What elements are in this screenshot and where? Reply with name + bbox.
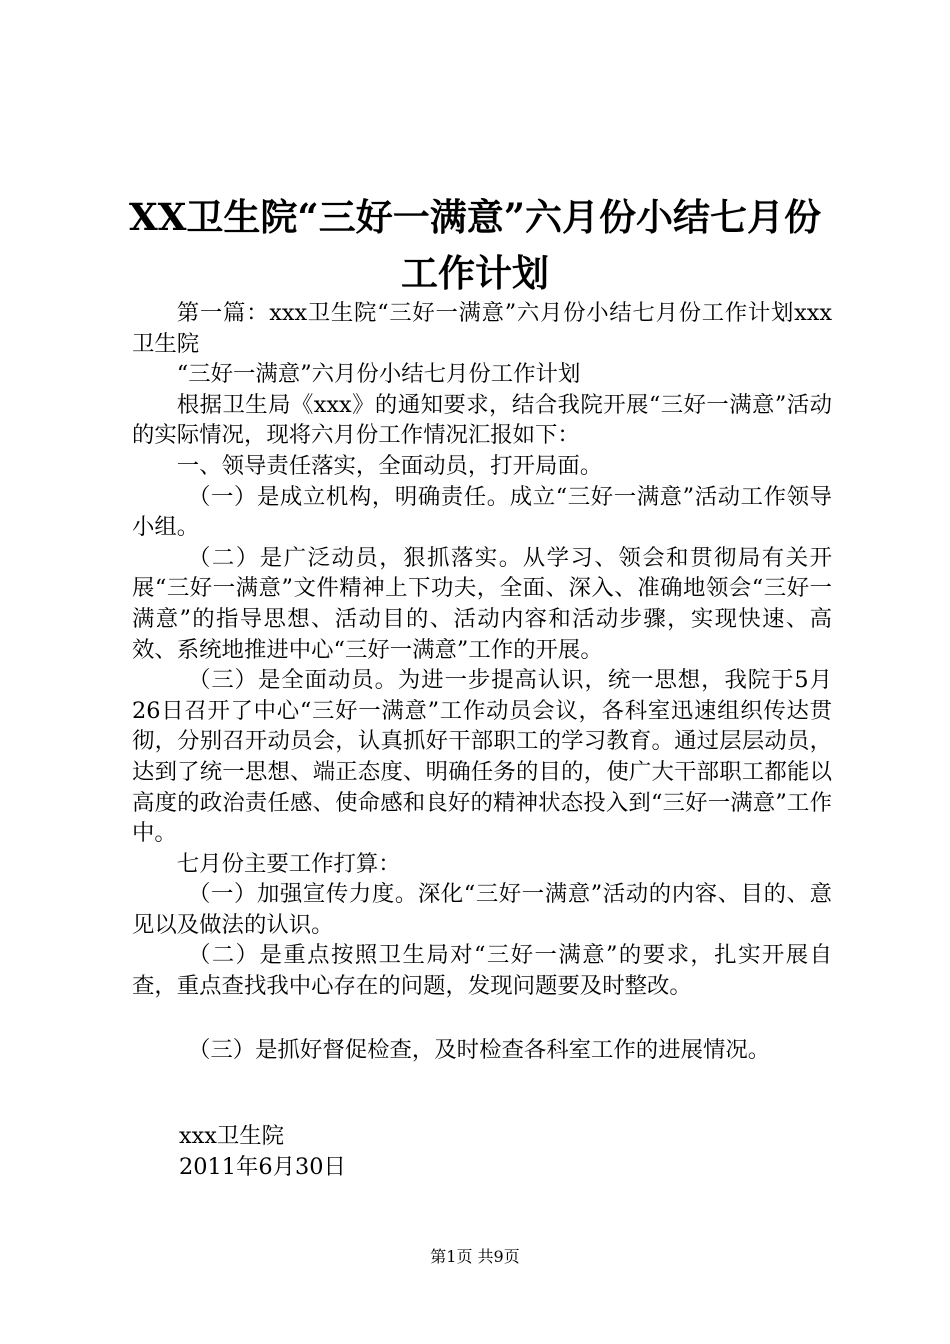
page-number: 第1页 共9页	[430, 1247, 520, 1266]
document-body	[132, 298, 832, 1065]
paragraph: （三）是全面动员。为进一步提高认识，统一思想，我院于5月26日召开了中心“三好一满意”工作动员会议，各科室迅速组织传达贯彻，分别召开动员会，认真抓好干部职工的学习教育。通过层层动员，达到了统一思想、端正态度、明确任务的目的，使广大干部职工都能以高度的政治责任感、使命感和良好的精神状态投入到“三好一满意”工作中。	[132, 667, 832, 847]
document-title-line2: 工作计划	[401, 251, 549, 295]
paragraph: “三好一满意”六月份小结七月份工作计划	[176, 361, 581, 388]
paragraph: （一）是成立机构，明确责任。成立“三好一满意”活动工作领导小组。	[132, 483, 832, 541]
paragraph: （一）加强宣传力度。深化“三好一满意”活动的内容、目的、意见以及做法的认识。	[132, 881, 832, 938]
paragraph: （二）是广泛动员，狠抓落实。从学习、领会和贯彻局有关开展“三好一满意”文件精神上下功夫，全面、深入、准确地领会“三好一满意”的指导思想、活动目的、活动内容和活动步骤，实现快速、高效、系统地推进中心“三好一满意”工作的开展。	[132, 544, 832, 663]
paragraph: 第一篇：xxx卫生院“三好一满意”六月份小结七月份工作计划xxx卫生院	[132, 300, 832, 357]
signature-date: 2011年6月30日	[179, 1154, 346, 1180]
paragraph: 根据卫生局《xxx》的通知要求，结合我院开展“三好一满意”活动的实际情况，现将六月份工作情况汇报如下：	[132, 391, 832, 449]
paragraph: （二）是重点按照卫生局对“三好一满意”的要求，扎实开展自查，重点查找我中心存在的问题，发现问题要及时整改。	[132, 942, 832, 1000]
paragraph: （三）是抓好督促检查，及时检查各科室工作的进展情况。	[188, 1036, 771, 1063]
document-title-line1: XX卫生院“三好一满意”六月份小结七月份	[129, 195, 821, 239]
paragraph: 一、领导责任落实，全面动员，打开局面。	[176, 452, 603, 479]
signature-organization: xxx卫生院	[179, 1123, 285, 1149]
paragraph: 七月份主要工作打算：	[176, 850, 401, 877]
